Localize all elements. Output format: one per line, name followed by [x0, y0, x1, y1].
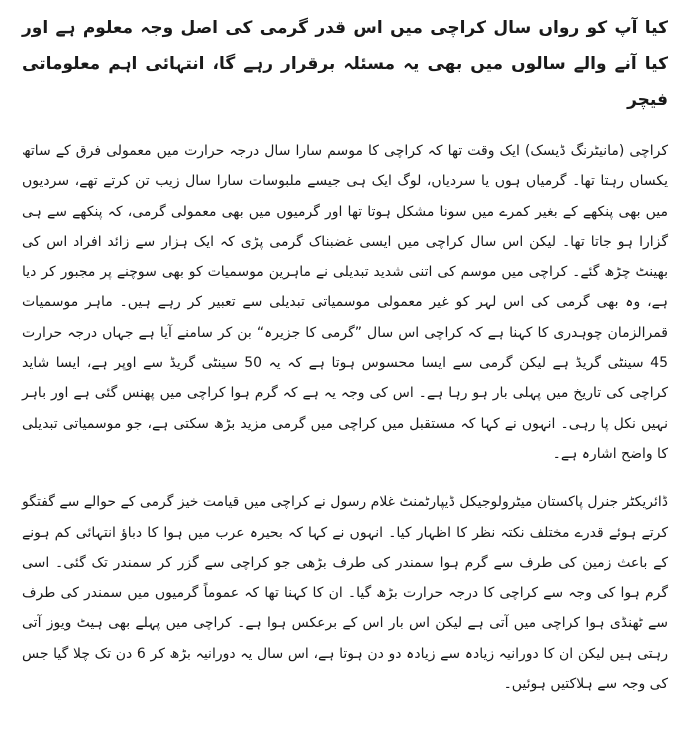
article-paragraph: کراچی (مانیٹرنگ ڈیسک) ایک وقت تھا کہ کراچی کا موسم سارا سال درجہ حرارت میں معمولی فرق کے ساتھ یکساں رہتا تھا۔ گرمیاں ہوں یا سردیاں، لوگ ایک ہی جیسے ملبوسات سارا سال زیب تن کرتے تھے، سردیوں میں بھی پنکھے کے بغیر کمرے میں سونا مشکل ہوتا تھا اور گرمیوں میں بھی معمولی گرمی، کہ پنکھے سے ہی گزارا ہو جاتا تھا۔ لیکن اس سال کراچی میں ایسی غضبناک گرمی پڑی کہ ایک ہزار سے زائد افراد اس کی بھینٹ چڑھ گئے۔ کراچی میں موسم کی اتنی شدید تبدیلی نے ماہرین موسمیات کو بھی سوچنے پر مجبور کر دیا ہے، وہ بھی گرمی کی اس لہر کو غیر معمولی موسمیاتی تبدیلی سے تعبیر کر رہے ہیں۔ ماہر موسمیات قمرالزمان چوہدری کا کہنا ہے کہ کراچی اس سال ”گرمی کا جزیرہ“ بن کر سامنے آیا ہے جہاں درجہ حرارت 45 سینٹی گریڈ ہے لیکن گرمی سے ایسا محسوس ہوتا ہے کہ یہ 50 سینٹی گریڈ سے اوپر ہے، ایسا شاید کراچی کی تاریخ میں پہلی بار ہو رہا ہے۔ اس کی وجہ یہ ہے کہ گرم ہوا کراچی میں پھنس گئی ہے اور باہر نہیں نکل پا رہی۔ انہوں نے کہا کہ مستقبل میں کراچی میں گرمی مزید بڑھ سکتی ہے، جو موسمیاتی تبدیلی کا واضح اشارہ ہے۔	[22, 143, 668, 462]
article-paragraph: ڈائریکٹر جنرل پاکستان میٹرولوجیکل ڈیپارٹمنٹ غلام رسول نے کراچی میں قیامت خیز گرمی کے حوالے سے گفتگو کرتے ہوئے قدرے مختلف نکتہ نظر کا اظہار کیا۔ انہوں نے کہا کہ بحیرہ عرب میں ہوا کا دباؤ انتہائی کم ہونے کے باعث زمین کی طرف سے گرم ہوا سمندر کی طرف بڑھی جو کراچی سے گزر کر سمندر تک گئی۔ اسی گرم ہوا کی وجہ سے کراچی کا درجہ حرارت بڑھ گیا۔ ان کا کہنا تھا کہ عموماً گرمیوں میں سمندر کی طرف سے ٹھنڈی ہوا کراچی میں آتی ہے لیکن اس بار اس کے برعکس ہوا ہے۔ کراچی میں پہلے بھی ہیٹ ویوز آتی رہتی ہیں لیکن ان کا دورانیہ زیادہ سے زیادہ دو دن ہوتا ہے، اس سال یہ دورانیہ بڑھ کر 6 دن تک چلا گیا جس کی وجہ سے ہلاکتیں ہوئیں۔	[22, 494, 669, 693]
article-headline: کیا آپ کو رواں سال کراچی میں اس قدر گرمی کی اصل وجہ معلوم ہے اور کیا آنے والے سالوں میں بھی یہ مسئلہ برقرار رہے گا، انتہائی اہم معلوماتی فیچر	[22, 18, 668, 110]
